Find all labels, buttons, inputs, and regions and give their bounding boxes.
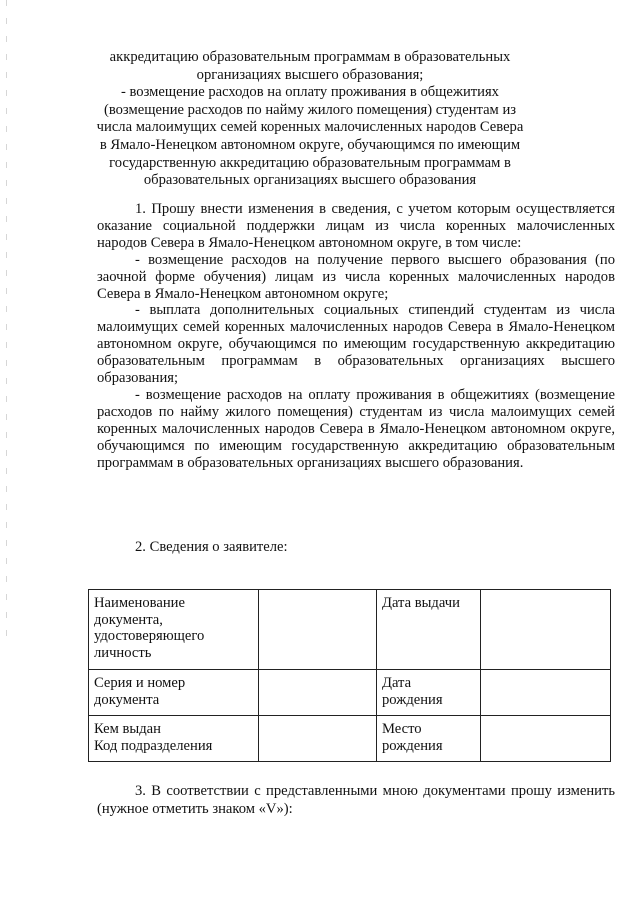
section-2-heading: 2. Сведения о заявителе:: [135, 539, 288, 555]
section-1-para-3: - выплата дополнительных социальных стипендий студентам из числа малоимущих семей коренных малочисленных народов Севера в Ямало-Ненецком автономном округе, обучающимся по имеющим государственную аккредитацию образовательным программам в образовательных организациях высшего образования;: [97, 302, 615, 387]
section-1-para-2: - возмещение расходов на получение первого высшего образования (по заочной форме обучения) лицам из числа коренных малочисленных народов Севера в Ямало-Ненецком автономном округе;: [97, 251, 615, 302]
field-birth-date[interactable]: [481, 670, 611, 716]
label-issued-by: [89, 716, 259, 762]
field-doc-name[interactable]: [259, 590, 377, 670]
label-division-code: Код подразделения: [94, 737, 213, 754]
scan-margin-artifact: [6, 0, 7, 640]
label-birth-date: Дата рождения: [377, 670, 481, 716]
table-row: [89, 590, 611, 670]
applicant-info-table: [88, 589, 611, 762]
intro-line-1: аккредитацию образовательным программам в образовательных организациях высшего образования;: [109, 49, 511, 83]
field-birth-place[interactable]: [481, 716, 611, 762]
section-1: [97, 201, 615, 472]
section-1-para-1: 1. Прошу внести изменения в сведения, с учетом которым осуществляется оказание социальной поддержки лицам из числа коренных малочисленных народов Севера в Ямало-Ненецком автономном округе, в том числе:: [97, 201, 615, 251]
field-issue-date[interactable]: [481, 590, 611, 670]
field-series-number[interactable]: [259, 670, 377, 716]
label-issue-date: Дата выдачи: [377, 590, 481, 670]
label-birth-place: Место рождения: [377, 716, 481, 762]
section-1-para-4: - возмещение расходов на оплату проживания в общежитиях (возмещение расходов по найму жилого помещения) студентам из числа малоимущих семей коренных малочисленных народов Севера в Ямало-Ненецком автономном округе, обучающимся по имеющим государственную аккредитацию образовательным программам в образовательных организациях высшего образования.: [97, 386, 615, 471]
field-issued-by[interactable]: [259, 716, 377, 762]
section-3-text: 3. В соответствии с представленными мною документами прошу изменить (нужное отметить знаком «V»):: [97, 783, 615, 817]
section-3: [97, 782, 615, 818]
label-doc-name: Наименование документа, удостоверяющего личность: [89, 590, 259, 670]
intro-line-2: - возмещение расходов на оплату проживания в общежитиях (возмещение расходов по найму жилого помещения) студентам из числа малоимущих семей коренных малочисленных народов Севера в Ямало-Ненецком автономном округе, обучающимся по имеющим государственную аккредитацию образовательным программам в образовательных организациях высшего образования: [96, 84, 524, 189]
label-issued-by-text: Кем выдан: [94, 721, 161, 737]
table-row: [89, 716, 611, 762]
label-series-number: Серия и номер документа: [89, 670, 259, 716]
table-row: [89, 670, 611, 716]
intro-block: [96, 49, 524, 190]
